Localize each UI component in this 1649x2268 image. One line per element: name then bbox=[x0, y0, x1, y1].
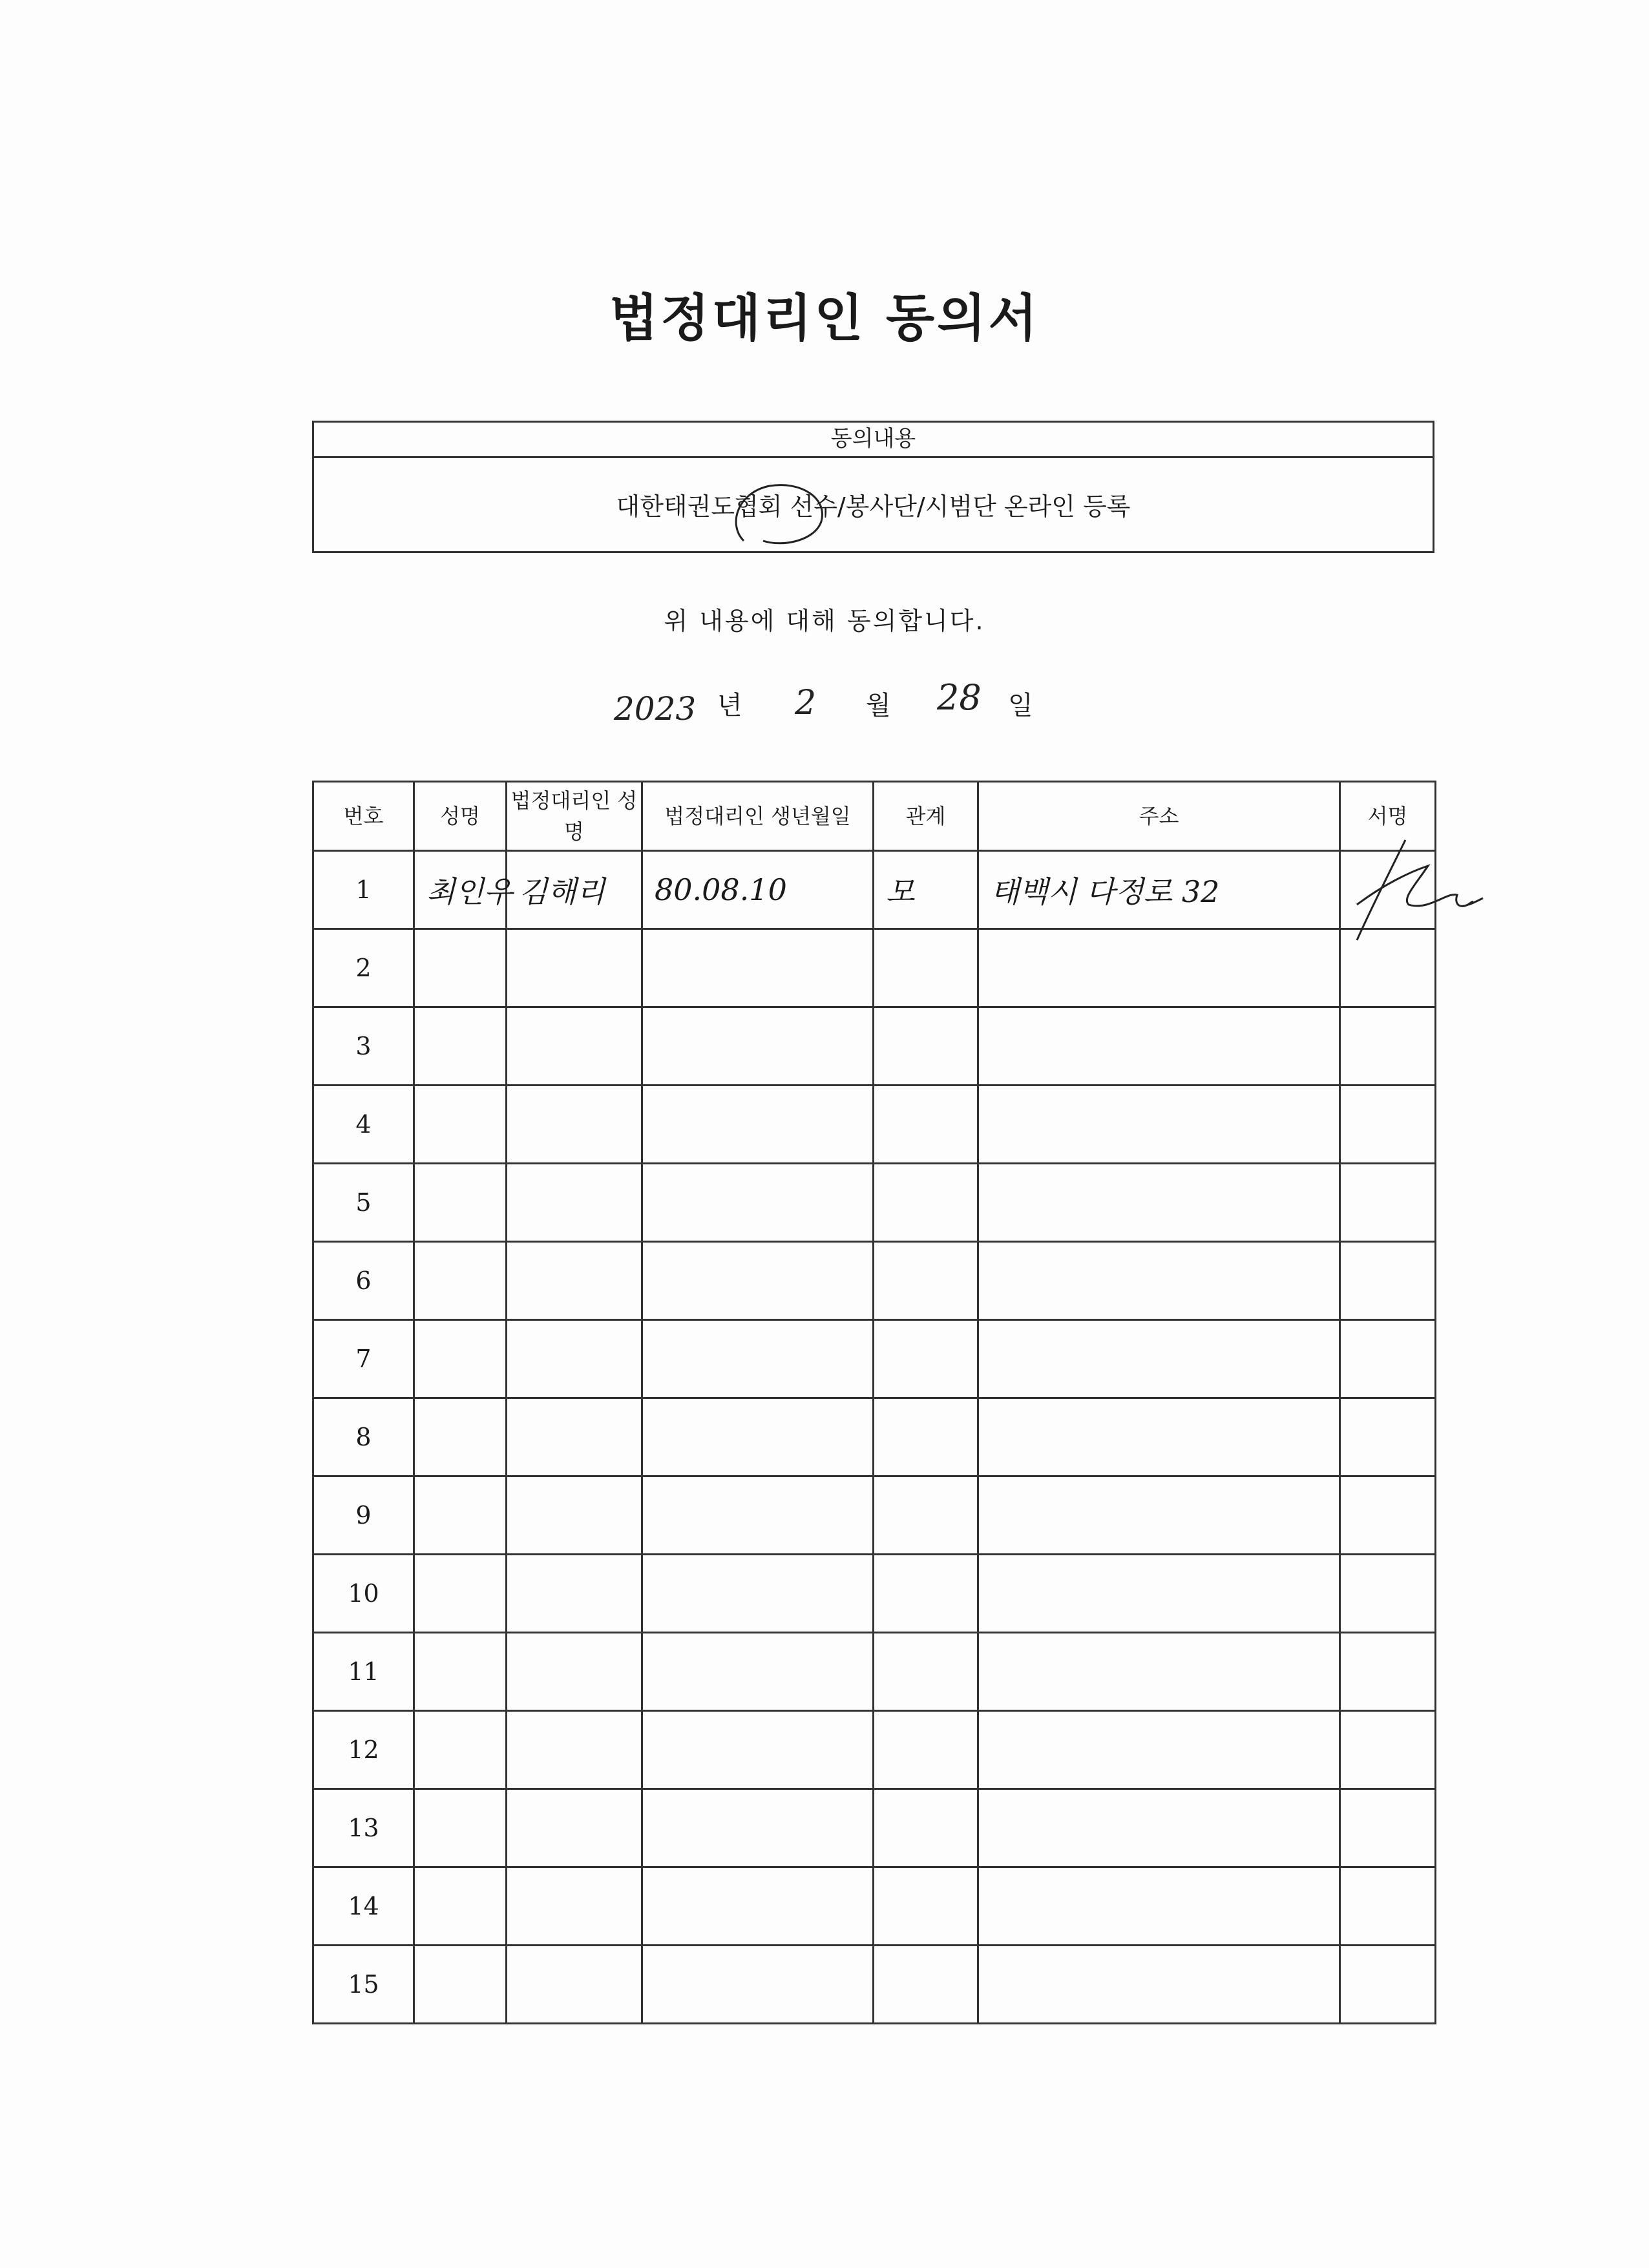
table-row bbox=[313, 1555, 1436, 1633]
date-year-label: 년 bbox=[717, 691, 742, 720]
cell-address bbox=[978, 1242, 1340, 1320]
cell-relation bbox=[874, 1242, 978, 1320]
table-row bbox=[313, 1242, 1436, 1320]
cell-guardian-name bbox=[507, 1320, 642, 1398]
cell-address bbox=[978, 1398, 1340, 1476]
cell-address: 태백시 다정로 32 bbox=[978, 851, 1340, 929]
cell-address bbox=[978, 1320, 1340, 1398]
cell-guardian-name bbox=[507, 1946, 642, 2024]
cell-guardian-name bbox=[507, 1164, 642, 1242]
cell-guardian-name: 김해리 bbox=[507, 851, 642, 929]
cell-guardian-birth bbox=[642, 1946, 874, 2024]
cell-guardian-birth bbox=[642, 1398, 874, 1476]
cell-address bbox=[978, 1867, 1340, 1946]
cell-guardian-birth bbox=[642, 1789, 874, 1867]
table-row bbox=[313, 929, 1436, 1007]
cell-guardian-name bbox=[507, 1711, 642, 1789]
cell-number: 10 bbox=[313, 1555, 414, 1633]
cell-guardian-name bbox=[507, 1398, 642, 1476]
cell-number: 1 bbox=[313, 851, 414, 929]
cell-relation: 모 bbox=[874, 851, 978, 929]
cell-name bbox=[414, 1398, 507, 1476]
header-guardian-birth: 법정대리인 생년월일 bbox=[642, 782, 874, 851]
cell-guardian-birth bbox=[642, 1007, 874, 1086]
date-month-label: 월 bbox=[866, 691, 891, 720]
cell-name bbox=[414, 1086, 507, 1164]
cell-name bbox=[414, 1555, 507, 1633]
cell-address bbox=[978, 1476, 1340, 1555]
cell-number: 15 bbox=[313, 1946, 414, 2024]
cell-relation bbox=[874, 1086, 978, 1164]
cell-guardian-name bbox=[507, 1242, 642, 1320]
cell-signature bbox=[1340, 1398, 1436, 1476]
cell-signature bbox=[1340, 1789, 1436, 1867]
table-row bbox=[313, 1476, 1436, 1555]
cell-relation bbox=[874, 1946, 978, 2024]
table-row bbox=[313, 1164, 1436, 1242]
cell-number: 13 bbox=[313, 1789, 414, 1867]
cell-signature bbox=[1340, 1555, 1436, 1633]
cell-address bbox=[978, 1086, 1340, 1164]
cell-guardian-name bbox=[507, 1867, 642, 1946]
table-row bbox=[313, 1086, 1436, 1164]
table-row bbox=[313, 1789, 1436, 1867]
cell-signature bbox=[1340, 1086, 1436, 1164]
cell-address bbox=[978, 1164, 1340, 1242]
table-row bbox=[313, 851, 1436, 929]
cell-name bbox=[414, 1164, 507, 1242]
table-row bbox=[313, 1007, 1436, 1086]
table-row bbox=[313, 1398, 1436, 1476]
cell-address bbox=[978, 1946, 1340, 2024]
cell-number: 3 bbox=[313, 1007, 414, 1086]
cell-signature bbox=[1340, 1633, 1436, 1711]
date-line bbox=[601, 672, 1118, 743]
cell-guardian-name bbox=[507, 1086, 642, 1164]
header-guardian-name: 법정대리인 성명 bbox=[507, 782, 642, 851]
cell-guardian-birth bbox=[642, 1164, 874, 1242]
date-day-label: 일 bbox=[1008, 691, 1033, 720]
cell-relation bbox=[874, 1164, 978, 1242]
header-name: 성명 bbox=[414, 782, 507, 851]
cell-guardian-birth bbox=[642, 1086, 874, 1164]
cell-guardian-name bbox=[507, 1555, 642, 1633]
cell-guardian-name bbox=[507, 1007, 642, 1086]
cell-guardian-name bbox=[507, 1789, 642, 1867]
cell-address bbox=[978, 1789, 1340, 1867]
cell-relation bbox=[874, 1555, 978, 1633]
cell-name bbox=[414, 1007, 507, 1086]
cell-signature bbox=[1340, 1867, 1436, 1946]
page-title: 법정대리인 동의서 bbox=[609, 289, 1040, 348]
cell-relation bbox=[874, 929, 978, 1007]
cell-relation bbox=[874, 1007, 978, 1086]
header-address: 주소 bbox=[978, 782, 1340, 851]
cell-address bbox=[978, 1555, 1340, 1633]
consent-content: 대한태권도협회 선수/봉사단/시범단 온라인 등록 bbox=[616, 492, 1131, 521]
consent-box bbox=[312, 421, 1434, 553]
cell-name bbox=[414, 1242, 507, 1320]
table-row bbox=[313, 1711, 1436, 1789]
cell-address bbox=[978, 1633, 1340, 1711]
date-month: 2 bbox=[795, 684, 817, 722]
cell-relation bbox=[874, 1633, 978, 1711]
cell-relation bbox=[874, 1867, 978, 1946]
cell-signature bbox=[1340, 1946, 1436, 2024]
cell-name bbox=[414, 1867, 507, 1946]
agreement-statement: 위 내용에 대해 동의합니다. bbox=[664, 607, 985, 635]
cell-address bbox=[978, 1007, 1340, 1086]
table-row bbox=[313, 1946, 1436, 2024]
cell-relation bbox=[874, 1476, 978, 1555]
table-row bbox=[313, 1320, 1436, 1398]
cell-guardian-birth bbox=[642, 1867, 874, 1946]
cell-guardian-birth: 80.08.10 bbox=[642, 851, 874, 929]
registration-table bbox=[312, 781, 1436, 2024]
header-signature: 서명 bbox=[1340, 782, 1436, 851]
cell-relation bbox=[874, 1789, 978, 1867]
handwritten-circle-mark bbox=[724, 479, 831, 551]
cell-number: 4 bbox=[313, 1086, 414, 1164]
table-row bbox=[313, 1867, 1436, 1946]
header-relation: 관계 bbox=[874, 782, 978, 851]
handwritten-signature bbox=[1344, 834, 1486, 950]
cell-name: 최인우 bbox=[414, 851, 507, 929]
cell-name bbox=[414, 1946, 507, 2024]
cell-guardian-birth bbox=[642, 1555, 874, 1633]
cell-guardian-birth bbox=[642, 1711, 874, 1789]
cell-guardian-birth bbox=[642, 1476, 874, 1555]
cell-name bbox=[414, 929, 507, 1007]
cell-signature bbox=[1340, 1476, 1436, 1555]
cell-name bbox=[414, 1476, 507, 1555]
cell-signature bbox=[1340, 1320, 1436, 1398]
consent-header: 동의내용 bbox=[314, 423, 1433, 458]
cell-guardian-name bbox=[507, 929, 642, 1007]
cell-number: 7 bbox=[313, 1320, 414, 1398]
cell-relation bbox=[874, 1711, 978, 1789]
cell-signature bbox=[1340, 1711, 1436, 1789]
cell-guardian-birth bbox=[642, 1320, 874, 1398]
cell-relation bbox=[874, 1398, 978, 1476]
cell-guardian-birth bbox=[642, 1633, 874, 1711]
cell-signature bbox=[1340, 1164, 1436, 1242]
cell-number: 5 bbox=[313, 1164, 414, 1242]
cell-address bbox=[978, 1711, 1340, 1789]
cell-number: 2 bbox=[313, 929, 414, 1007]
cell-name bbox=[414, 1789, 507, 1867]
cell-guardian-name bbox=[507, 1476, 642, 1555]
date-year: 2023 bbox=[614, 690, 697, 728]
cell-number: 8 bbox=[313, 1398, 414, 1476]
cell-address bbox=[978, 929, 1340, 1007]
cell-number: 9 bbox=[313, 1476, 414, 1555]
cell-number: 12 bbox=[313, 1711, 414, 1789]
cell-signature bbox=[1340, 1007, 1436, 1086]
cell-number: 14 bbox=[313, 1867, 414, 1946]
cell-number: 6 bbox=[313, 1242, 414, 1320]
cell-number: 11 bbox=[313, 1633, 414, 1711]
cell-name bbox=[414, 1633, 507, 1711]
header-number: 번호 bbox=[313, 782, 414, 851]
table-row bbox=[313, 1633, 1436, 1711]
cell-name bbox=[414, 1320, 507, 1398]
cell-guardian-name bbox=[507, 1633, 642, 1711]
cell-relation bbox=[874, 1320, 978, 1398]
cell-signature bbox=[1340, 1242, 1436, 1320]
cell-guardian-birth bbox=[642, 929, 874, 1007]
cell-guardian-birth bbox=[642, 1242, 874, 1320]
table-header-row bbox=[313, 782, 1436, 851]
cell-name bbox=[414, 1711, 507, 1789]
date-day: 28 bbox=[937, 677, 982, 718]
